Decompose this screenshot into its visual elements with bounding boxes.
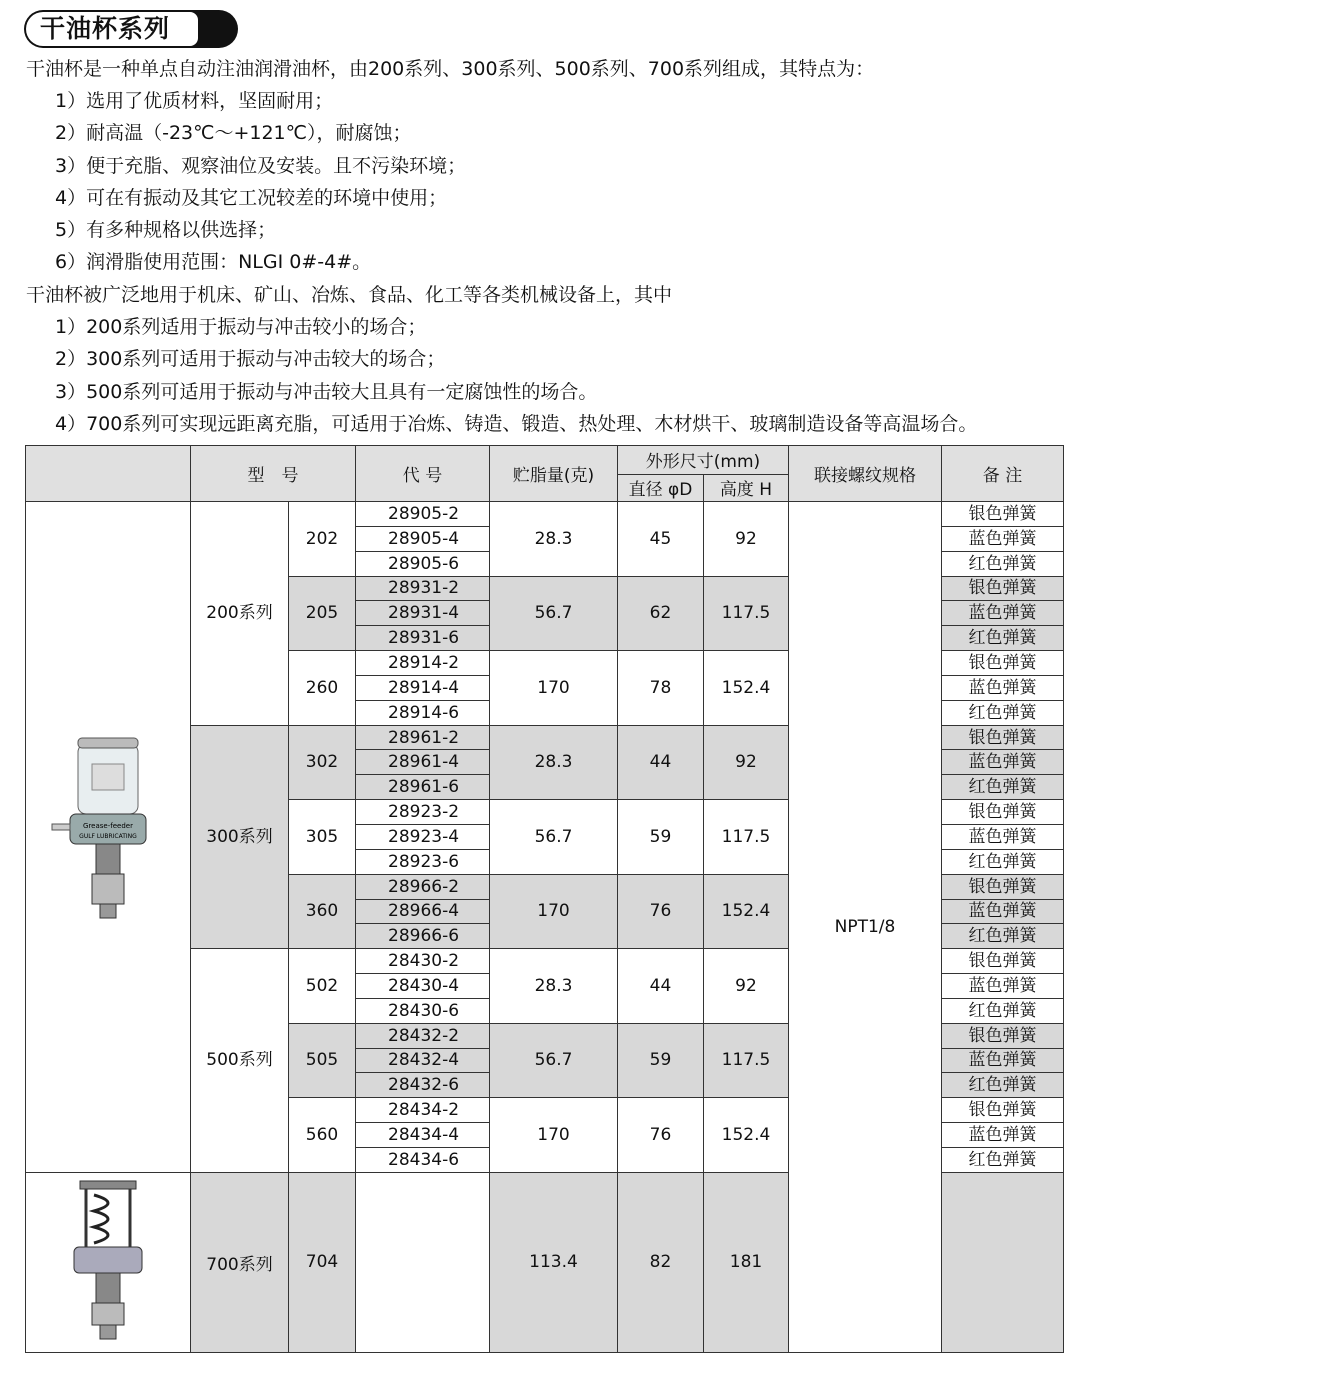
- product-code: 28432-4: [356, 1048, 490, 1073]
- product-code: 28931-6: [356, 626, 490, 651]
- remark-spring: 红色弹簧: [942, 551, 1064, 576]
- series-name: 500系列: [191, 949, 289, 1173]
- title-badge: [24, 10, 238, 48]
- height-value: 92: [704, 725, 789, 800]
- product-code: 28434-2: [356, 1098, 490, 1123]
- remark-spring: 银色弹簧: [942, 800, 1064, 825]
- capacity-value: 28.3: [490, 502, 618, 577]
- remark-spring: 红色弹簧: [942, 1073, 1064, 1098]
- product-code: 28923-6: [356, 849, 490, 874]
- product-code: 28434-6: [356, 1147, 490, 1172]
- remark-spring: 红色弹簧: [942, 849, 1064, 874]
- remark-spring: 红色弹簧: [942, 700, 1064, 725]
- diameter-value: 45: [618, 502, 704, 577]
- remark-spring: 红色弹簧: [942, 924, 1064, 949]
- capacity-value: 170: [490, 1098, 618, 1173]
- diameter-value: 44: [618, 949, 704, 1024]
- remark-spring: 蓝色弹簧: [942, 1123, 1064, 1148]
- cup-label-2: GULF LUBRICATING: [79, 832, 137, 840]
- remark-spring: 银色弹簧: [942, 576, 1064, 601]
- remark-spring: 银色弹簧: [942, 874, 1064, 899]
- product-code-700: [356, 1172, 490, 1352]
- model-number: 502: [289, 949, 356, 1024]
- height-value: 117.5: [704, 800, 789, 875]
- product-code: 28931-4: [356, 601, 490, 626]
- product-photo-cell: [26, 502, 191, 1173]
- header-height: 高度 H: [704, 474, 789, 502]
- capacity-value: 56.7: [490, 576, 618, 651]
- series-name-700: 700系列: [191, 1172, 289, 1352]
- remark-spring: 银色弹簧: [942, 1023, 1064, 1048]
- remark-spring: 银色弹簧: [942, 949, 1064, 974]
- remark-spring: 红色弹簧: [942, 1147, 1064, 1172]
- remark-spring: 蓝色弹簧: [942, 526, 1064, 551]
- remark-spring: 红色弹簧: [942, 626, 1064, 651]
- header-diameter: 直径 φD: [618, 474, 704, 502]
- diameter-value: 59: [618, 800, 704, 875]
- model-number: 505: [289, 1023, 356, 1098]
- capacity-value: 56.7: [490, 800, 618, 875]
- product-code: 28961-2: [356, 725, 490, 750]
- usage-3: 3）500系列可适用于振动与冲击较大且具有一定腐蚀性的场合。: [55, 381, 598, 403]
- capacity-value: 56.7: [490, 1023, 618, 1098]
- capacity-value: 28.3: [490, 949, 618, 1024]
- remark-spring: 蓝色弹簧: [942, 750, 1064, 775]
- product-code: 28905-6: [356, 551, 490, 576]
- usage-1: 1）200系列适用于振动与冲击较小的场合；: [55, 316, 427, 338]
- diameter-value: 44: [618, 725, 704, 800]
- series-name: 300系列: [191, 725, 289, 949]
- feature-3: 3）便于充脂、观察油位及安装。且不污染环境；: [55, 155, 467, 177]
- product-code: 28923-2: [356, 800, 490, 825]
- remark-spring: 银色弹簧: [942, 725, 1064, 750]
- thread-value: NPT1/8: [789, 502, 942, 1353]
- diameter-value-700: 82: [618, 1172, 704, 1352]
- product-code: 28905-4: [356, 526, 490, 551]
- grease-cup-image: [48, 724, 168, 944]
- height-value: 92: [704, 502, 789, 577]
- series-name: 200系列: [191, 502, 289, 726]
- height-value-700: 181: [704, 1172, 789, 1352]
- capacity-value: 28.3: [490, 725, 618, 800]
- product-code: 28914-6: [356, 700, 490, 725]
- product-code: 28432-2: [356, 1023, 490, 1048]
- remark-spring: 蓝色弹簧: [942, 974, 1064, 999]
- diameter-value: 62: [618, 576, 704, 651]
- product-code: 28430-6: [356, 998, 490, 1023]
- usage-4: 4）700系列可实现远距离充脂，可适用于冶炼、铸造、锻造、热处理、木材烘干、玻璃制造设备等高温场合。: [55, 413, 978, 435]
- intro-text: 干油杯是一种单点自动注油润滑油杯，由200系列、300系列、500系列、700系列组成，其特点为：: [26, 58, 875, 80]
- product-code: 28931-2: [356, 576, 490, 601]
- header-dims: 外形尺寸(mm): [618, 446, 789, 475]
- remark-spring: 银色弹簧: [942, 651, 1064, 676]
- remark-spring: 红色弹簧: [942, 775, 1064, 800]
- model-number: 260: [289, 651, 356, 726]
- product-code: 28961-6: [356, 775, 490, 800]
- diameter-value: 76: [618, 1098, 704, 1173]
- header-code: 代 号: [356, 446, 490, 502]
- remark-spring: 蓝色弹簧: [942, 824, 1064, 849]
- header-image-col: [26, 446, 191, 502]
- product-code: 28966-6: [356, 924, 490, 949]
- usage-intro: 干油杯被广泛地用于机床、矿山、冶炼、食品、化工等各类机械设备上，其中: [26, 284, 673, 306]
- height-value: 117.5: [704, 576, 789, 651]
- header-remark: 备 注: [942, 446, 1064, 502]
- header-capacity: 贮脂量(克): [490, 446, 618, 502]
- remark-spring: 银色弹簧: [942, 1098, 1064, 1123]
- feature-1: 1）选用了优质材料，坚固耐用；: [55, 90, 334, 112]
- height-value: 92: [704, 949, 789, 1024]
- product-photo-700: [26, 1172, 191, 1352]
- product-code: 28914-2: [356, 651, 490, 676]
- remark-spring: 蓝色弹簧: [942, 899, 1064, 924]
- remark-700: [942, 1172, 1064, 1352]
- feature-2: 2）耐高温（-23℃～+121℃），耐腐蚀；: [55, 122, 412, 144]
- header-model: 型 号: [191, 446, 356, 502]
- product-code: 28430-4: [356, 974, 490, 999]
- height-value: 152.4: [704, 874, 789, 949]
- header-thread: 联接螺纹规格: [789, 446, 942, 502]
- page-title: 干油杯系列: [26, 12, 198, 46]
- product-code: 28966-2: [356, 874, 490, 899]
- product-code: 28914-4: [356, 675, 490, 700]
- product-code: 28961-4: [356, 750, 490, 775]
- model-number: 302: [289, 725, 356, 800]
- feature-4: 4）可在有振动及其它工况较差的环境中使用；: [55, 187, 448, 209]
- product-code: 28434-4: [356, 1123, 490, 1148]
- cup-label-1: Grease-feeder: [83, 821, 133, 830]
- product-code: 28430-2: [356, 949, 490, 974]
- diameter-value: 78: [618, 651, 704, 726]
- capacity-value: 170: [490, 651, 618, 726]
- remark-spring: 银色弹簧: [942, 502, 1064, 527]
- model-number: 360: [289, 874, 356, 949]
- product-table: [25, 445, 1064, 1353]
- product-code: 28432-6: [356, 1073, 490, 1098]
- height-value: 152.4: [704, 651, 789, 726]
- diameter-value: 59: [618, 1023, 704, 1098]
- model-number: 205: [289, 576, 356, 651]
- product-code: 28923-4: [356, 824, 490, 849]
- product-code: 28905-2: [356, 502, 490, 527]
- model-number: 560: [289, 1098, 356, 1173]
- model-number: 202: [289, 502, 356, 577]
- remark-spring: 蓝色弹簧: [942, 675, 1064, 700]
- remark-spring: 蓝色弹簧: [942, 601, 1064, 626]
- capacity-value: 170: [490, 874, 618, 949]
- height-value: 117.5: [704, 1023, 789, 1098]
- remark-spring: 红色弹簧: [942, 998, 1064, 1023]
- remark-spring: 蓝色弹簧: [942, 1048, 1064, 1073]
- usage-2: 2）300系列可适用于振动与冲击较大的场合；: [55, 348, 446, 370]
- diameter-value: 76: [618, 874, 704, 949]
- grease-cup-700-image: [58, 1175, 158, 1345]
- feature-5: 5）有多种规格以供选择；: [55, 219, 277, 241]
- capacity-value-700: 113.4: [490, 1172, 618, 1352]
- model-number: 305: [289, 800, 356, 875]
- height-value: 152.4: [704, 1098, 789, 1173]
- feature-6: 6）润滑脂使用范围：NLGI 0#-4#。: [55, 251, 372, 273]
- product-code: 28966-4: [356, 899, 490, 924]
- model-number-700: 704: [289, 1172, 356, 1352]
